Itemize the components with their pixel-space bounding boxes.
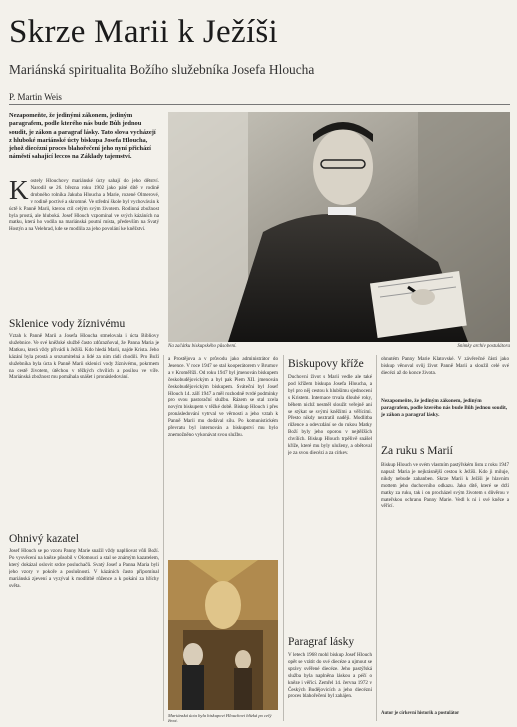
second-photo (168, 560, 278, 710)
column-divider (163, 355, 164, 721)
section-text-love: V letech 1968 mohl biskup Josef Hlouch opět se vrátit do své diecéze a ujmout se správy svěřené diecéze. Jeho pastýřská služba byla naplněna láskou a péčí o kněze i věřící. Zemřel 14. června 1972 v Českých Budějovicích a jeho diecézní proces blahořečení byl zahájen. (288, 652, 372, 700)
column2-text: a Prostějova a v průvodu jako administrátor do Jesence. V roce 1947 se stal kooperátorem v Brumov a v Kroměříži. Od roku 1947 byl jmenován biskupem českobudějovickým a byl pak Piem XII. jmenován českobudějovickým biskupem. Sváteční byl Josef Hlouch 14. září 1947 a měl rozhodně tvrdé podmínky pro svou pastorační službu. Rázem se stal zcela novým biskupem v těžké době. Biskup Hlouch i přes pronásledování vytrval ve věrnosti a jeho vztah k Panně Marii mu dodával sílu. Po komunistickém převratu byl internován a biskupství mu bylo znemožněno vykonávat svou službu. (168, 356, 278, 438)
main-photo-credit: Snímky archiv postulátora (457, 344, 510, 349)
intro-text: ostely Hlouchovy mariánské úcty sahají do jeho dětství. Narodil se 26. března roku 1902 jako páté dítě v rodině drobného rolníka Jakuba Hloucha a Marie, rozené Olmerové, v rodině poctivé a skromné. Ve střední škole byl vychováván k úctě k Panně Marii, kterou ctil celým svým životem. Rodinná zbožnost byla prostá, ale hluboká. Josef Hlouch vzpomínal ve svých kázáních na matku, která ho vodila na mariánská poutní místa, především na Svatý Hostýn a na Velehrad, kde se modlila za jeho povolání ke kněžství. (9, 178, 159, 233)
article-lead: Nezapomeňte, že jedinými zákonem, jediným paragrafem, podle kterého nás bude Bůh jednou soudit, je zákon a paragraf lásky. Tato slova vycházejí z hluboké mariánské úcty biskupa Josefa Hloucha, jehož diecézní proces blahořečení jeho nyní přichází náměstí sahající leccos na Základy tajemství. (9, 112, 156, 161)
section-heading-crosses: Biskupovy kříže (288, 358, 364, 370)
bishop-portrait-photo (168, 112, 510, 342)
section-heading-love: Paragraf lásky (288, 636, 355, 648)
section-heading-water: Sklenice vody žíznivému (9, 318, 126, 330)
article-title: Skrze Marii k Ježíši (9, 14, 279, 50)
bishop-portrait-image (168, 112, 510, 342)
author-footnote: Autor je církevní historik a postulátor (381, 711, 460, 716)
dropcap: K (9, 178, 29, 205)
column4-intro: ohnutém Panny Marie Klatovské. V závěrečné části jako biskup věnoval svůj život Panně Marii a sloužil celé své diecézi až do konce života. (381, 356, 509, 376)
section-text-hand: Biskup Hlouch ve svém vlastním pastýřském listu z roku 1947 napsal: Maria je nejkrásnější cestou k Ježíši. Kdo ji miluje, nikdy nebude zahanben. Skrze Marii k Ježíši je hlavním mottem jeho duchovního odkazu. Jako dítě, které se drží matky za ruku, tak i on procházel svým životem s důvěrou v mateřskou ochranu Panny Marie. Vedl k ní i své kněze a věřící. (381, 462, 509, 510)
section-text-preacher: Josef Hlouch se po vzoru Panny Marie snažil vždy naplňovat vůli Boží. Po vysvěcení na kněze působil v Olomouci a stal se známým kazatelem, který dokázal oslovit srdce posluchačů. Svatý Josef a Panna Maria byli jeho vzory v pokoře a poslušnosti. V kázáních často připomínal mariánská zjevení a vyzýval k modlitbě růžence a k pokání za hříchy světa. (9, 548, 159, 589)
article-intro (9, 178, 159, 308)
author-divider (9, 104, 510, 105)
article-subtitle: Mariánská spiritualita Božího služebníka Josefa Hloucha (9, 62, 315, 77)
article-author: P. Martin Weis (9, 92, 62, 102)
quote-inset: Nezapomeňte, že jediným zákonem, jediným paragrafem, podle kterého nás bude Bůh jednou soudit, je zákon a paragraf lásky. (381, 398, 508, 418)
second-photo-caption: Mariánská úcta byla biskupovi Hlouchovi blízká po celý život. (168, 713, 272, 723)
column-divider (283, 355, 284, 721)
section-heading-hand: Za ruku s Marií (381, 445, 453, 457)
section-text-crosses: Duchovní život s Marií vedle ale také pod křížem biskupa Josefa Hloucha, a byl pro něj cestou k hlubšímu sjednocení s Kristem. Internace trvala dlouhé roky, během nichž nesměl sloužit veřejně ani se stýkat se svými kněžími a věřícími. Přesto nikdy neztratil naději. Modlitba růžence a odevzdání se do rukou Matky Boží byly jeho oporou v nejtěžších chvílích. Biskup Hlouch trpělivě snášel kříže, které mu byly uloženy, a obětoval je za svou diecézi a za církev. (288, 374, 372, 456)
column-divider (376, 355, 377, 721)
section-heading-preacher: Ohnivý kazatel (9, 533, 79, 545)
altar-scene-image (168, 560, 278, 710)
main-photo-caption: Na začátku biskupského působení. (168, 344, 237, 349)
section-text-water: Vztah k Panně Marii a Josefa Hloucha stmelovala i úcta Bibliovy služebnice. Ve své kněžské službě často zdůrazňoval, že Panna Maria je Matkou, která vždy přivádí k Ježíši. Kdo hledá Marii, najde Krista. Jeho kázání byla prostá a srozumitelná a lidé za ním rádi chodili. Pro Boží služebníka byla úcta k Panně Marii sklenicí vody žíznivému, pokrmem na cestě životem, útěchou v těžkých chvílích a posilou ve víře. Mariánská zbožnost mu pomáhala snášet i pronásledování. (9, 333, 159, 381)
